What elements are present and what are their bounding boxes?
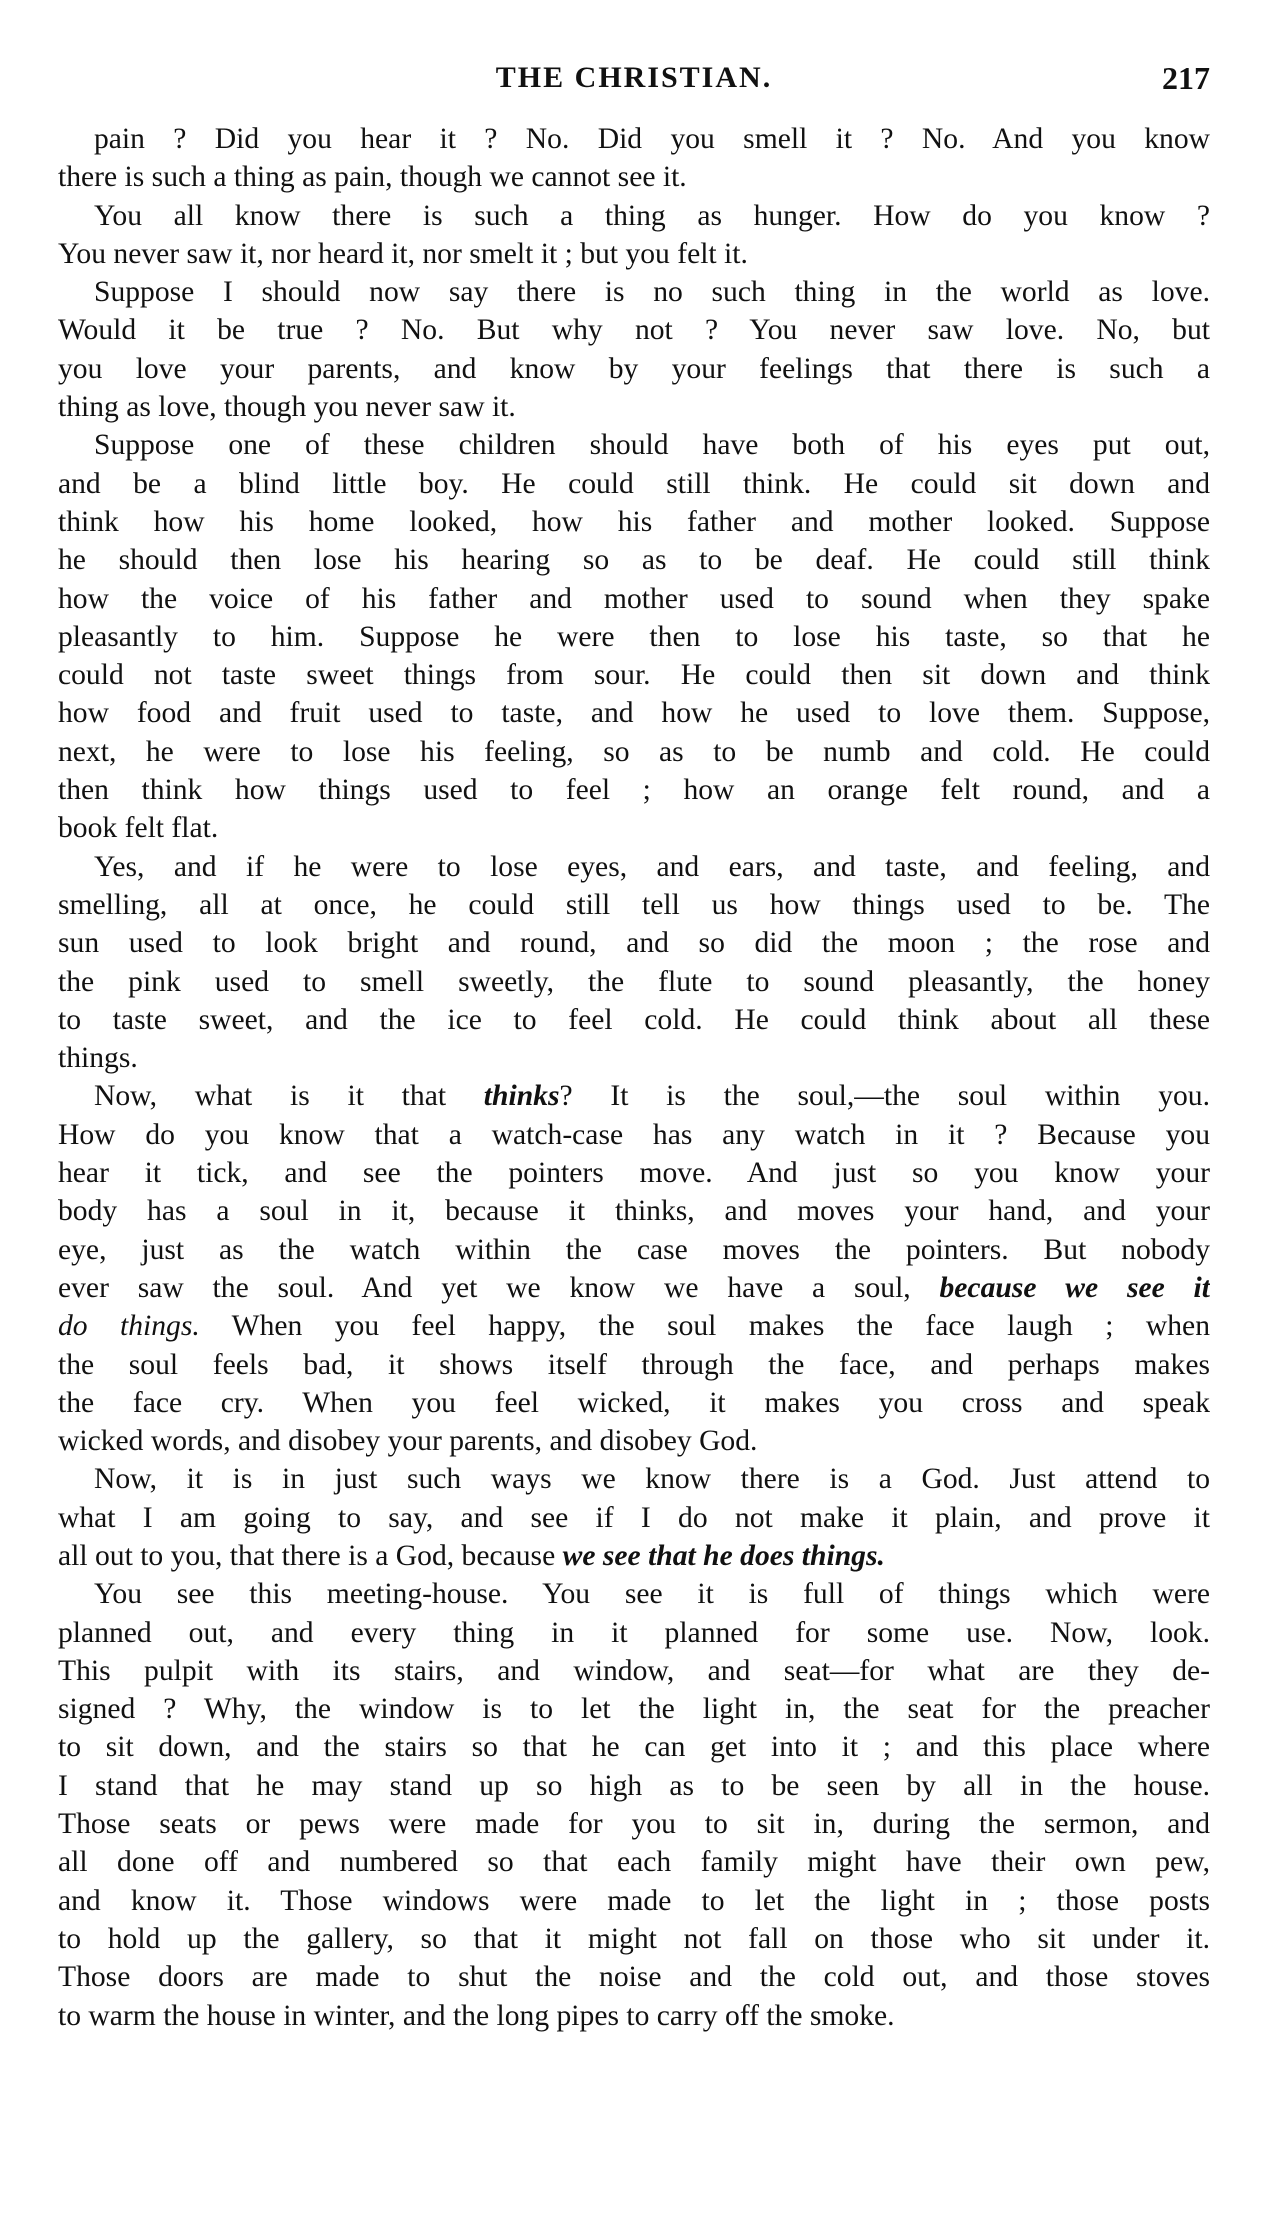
text-run: he should then lose his hearing so as to be deaf. He could still think	[58, 544, 1210, 577]
book-page	[58, 58, 1210, 2188]
text-run: eye, just as the watch within the case moves the pointers. But nobody	[58, 1233, 1210, 1266]
text-run: hear it tick, and see the pointers move. And just so you know your	[58, 1157, 1210, 1190]
text-run: signed ? Why, the window is to let the light in, the seat for the preacher	[58, 1693, 1210, 1726]
paragraph	[58, 197, 1210, 274]
text-run: When you feel happy, the soul makes the face laugh ; when	[199, 1310, 1210, 1343]
text-run: how food and fruit used to taste, and how he used to love them. Suppose,	[58, 697, 1210, 730]
text-line	[58, 465, 1210, 503]
text-line	[58, 1767, 1210, 1805]
text-run: all out to you, that there is a God, because	[58, 1539, 563, 1572]
text-run: and be a blind little boy. He could still think. He could sit down and	[58, 467, 1210, 500]
text-line	[58, 1116, 1210, 1154]
text-line	[58, 1346, 1210, 1384]
text-line	[58, 1728, 1210, 1766]
text-run: ? It is the soul,—the soul within you.	[559, 1080, 1210, 1113]
text-run: Suppose I should now say there is no such thing in the world as love.	[94, 276, 1210, 309]
text-run: and know it. Those windows were made to let the light in ; those posts	[58, 1884, 1210, 1917]
text-run: planned out, and every thing in it planned for some use. Now, look.	[58, 1616, 1210, 1649]
page-header	[58, 58, 1210, 120]
text-run: you love your parents, and know by your feelings that there is such a	[58, 352, 1210, 385]
body-text	[58, 120, 1210, 2035]
text-run: Those doors are made to shut the noise and the cold out, and those stoves	[58, 1961, 1210, 1994]
text-line	[58, 963, 1210, 1001]
text-run: to hold up the gallery, so that it might not fall on those who sit under it.	[58, 1922, 1210, 1955]
text-line	[58, 848, 1210, 886]
text-run: You all know there is such a thing as hunger. How do you know ?	[94, 199, 1210, 232]
running-title: THE CHRISTIAN.	[495, 61, 773, 94]
text-run: sun used to look bright and round, and so did the moon ; the rose and	[58, 927, 1210, 960]
text-line	[58, 694, 1210, 732]
text-run: smelling, all at once, he could still tell us how things used to be. The	[58, 888, 1210, 921]
paragraph	[58, 1460, 1210, 1575]
text-line	[58, 426, 1210, 464]
emphasis-text: thinks	[483, 1080, 560, 1113]
text-line	[58, 1307, 1210, 1345]
text-run: how the voice of his father and mother used to sound when they spake	[58, 582, 1210, 615]
text-line	[58, 656, 1210, 694]
emphasis-text: we see that he does things.	[562, 1539, 885, 1572]
text-run: wicked words, and disobey your parents, and disobey God.	[58, 1425, 758, 1458]
text-line	[58, 1652, 1210, 1690]
emphasis-text: because we see it	[939, 1271, 1210, 1304]
paragraph	[58, 1077, 1210, 1460]
text-run: pleasantly to him. Suppose he were then to lose his taste, so that he	[58, 620, 1210, 653]
text-line	[58, 1958, 1210, 1996]
text-run: things.	[58, 1042, 138, 1075]
text-line	[58, 350, 1210, 388]
text-run: Now, what is it that	[94, 1080, 484, 1113]
emphasis-text: do things.	[58, 1310, 200, 1343]
text-line	[58, 311, 1210, 349]
text-run: there is such a thing as pain, though we cannot see it.	[58, 161, 687, 194]
text-line	[58, 771, 1210, 809]
text-run: book felt flat.	[58, 812, 219, 845]
text-line	[58, 388, 1210, 426]
text-run: ever saw the soul. And yet we know we have a soul,	[58, 1271, 940, 1304]
text-line	[58, 1039, 1210, 1077]
text-line	[58, 1499, 1210, 1537]
text-line	[58, 1920, 1210, 1958]
text-run: the pink used to smell sweetly, the flute to sound pleasantly, the honey	[58, 965, 1210, 998]
text-line	[58, 235, 1210, 273]
text-line	[58, 1614, 1210, 1652]
text-run: You never saw it, nor heard it, nor smelt it ; but you felt it.	[58, 237, 748, 270]
text-run: the face cry. When you feel wicked, it makes you cross and speak	[58, 1386, 1210, 1419]
text-line	[58, 924, 1210, 962]
text-run: what I am going to say, and see if I do not make it plain, and prove it	[58, 1501, 1210, 1534]
paragraph	[58, 426, 1210, 847]
text-line	[58, 1537, 1210, 1575]
text-line	[58, 1575, 1210, 1613]
text-run: pain ? Did you hear it ? No. Did you smell it ? No. And you know	[94, 123, 1210, 155]
text-line	[58, 1997, 1210, 2035]
text-run: to taste sweet, and the ice to feel cold. He could think about all these	[58, 1003, 1210, 1036]
text-line	[58, 1384, 1210, 1422]
text-line	[58, 1843, 1210, 1881]
text-run: then think how things used to feel ; how an orange felt round, and a	[58, 774, 1210, 807]
text-line	[58, 1077, 1210, 1115]
text-line	[58, 809, 1210, 847]
text-run: You see this meeting-house. You see it is full of things which were	[94, 1578, 1210, 1611]
text-run: Yes, and if he were to lose eyes, and ears, and taste, and feeling, and	[94, 850, 1210, 883]
text-run: Suppose one of these children should have both of his eyes put out,	[94, 429, 1210, 462]
text-run: How do you know that a watch-case has any watch in it ? Because you	[58, 1118, 1210, 1151]
text-line	[58, 1269, 1210, 1307]
text-line	[58, 503, 1210, 541]
text-run: body has a soul in it, because it thinks, and moves your hand, and your	[58, 1195, 1210, 1228]
text-run: all done off and numbered so that each family might have their own pew,	[58, 1846, 1210, 1879]
text-run: thing as love, though you never saw it.	[58, 391, 516, 424]
text-line	[58, 1460, 1210, 1498]
text-line	[58, 273, 1210, 311]
text-line	[58, 733, 1210, 771]
text-run: the soul feels bad, it shows itself through the face, and perhaps makes	[58, 1348, 1210, 1381]
text-line	[58, 1154, 1210, 1192]
text-run: to warm the house in winter, and the long pipes to carry off the smoke.	[58, 1999, 895, 2032]
text-line	[58, 541, 1210, 579]
text-run: to sit down, and the stairs so that he can get into it ; and this place where	[58, 1731, 1210, 1764]
text-run: think how his home looked, how his father and mother looked. Suppose	[58, 505, 1210, 538]
text-line	[58, 1690, 1210, 1728]
text-line	[58, 1805, 1210, 1843]
text-line	[58, 886, 1210, 924]
text-run: Now, it is in just such ways we know there is a God. Just attend to	[94, 1463, 1210, 1496]
text-run: Those seats or pews were made for you to sit in, during the sermon, and	[58, 1808, 1210, 1841]
text-run: Would it be true ? No. But why not ? You never saw love. No, but	[58, 314, 1210, 347]
text-line	[58, 618, 1210, 656]
text-line	[58, 1001, 1210, 1039]
text-line	[58, 158, 1210, 196]
paragraph	[58, 848, 1210, 1078]
text-line	[58, 197, 1210, 235]
paragraph	[58, 273, 1210, 426]
text-run: could not taste sweet things from sour. He could then sit down and think	[58, 659, 1210, 692]
text-line	[58, 1882, 1210, 1920]
text-line	[58, 1422, 1210, 1460]
page-number: 217	[1162, 60, 1210, 96]
text-run: I stand that he may stand up so high as to be seen by all in the house.	[58, 1769, 1210, 1802]
text-line	[58, 120, 1210, 158]
text-line	[58, 580, 1210, 618]
paragraph	[58, 1575, 1210, 2035]
text-run: This pulpit with its stairs, and window, and seat—for what are they de-	[58, 1654, 1210, 1687]
text-line	[58, 1192, 1210, 1230]
paragraph	[58, 120, 1210, 197]
text-line	[58, 1231, 1210, 1269]
text-run: next, he were to lose his feeling, so as to be numb and cold. He could	[58, 735, 1210, 768]
